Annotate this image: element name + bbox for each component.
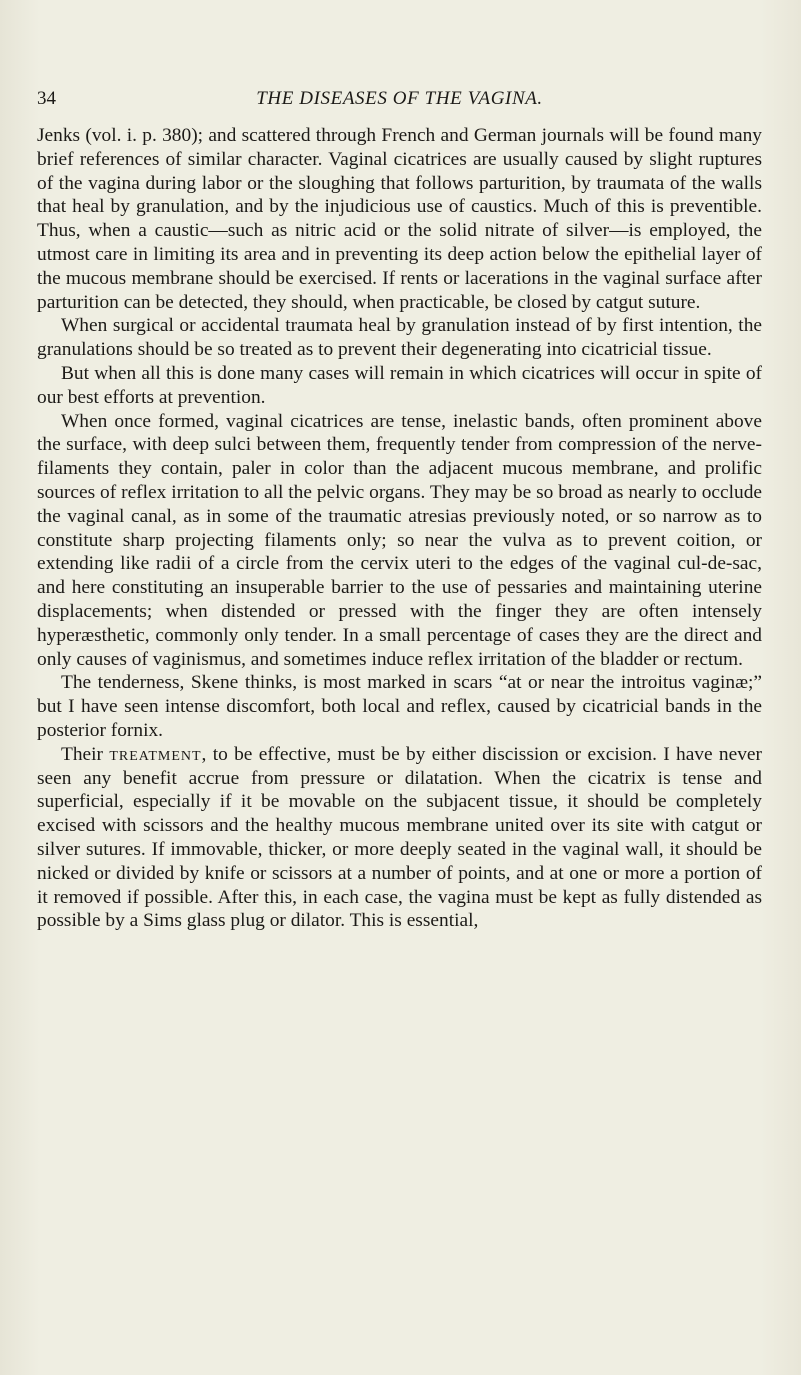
body-text xyxy=(37,124,762,933)
treatment-label: treatment xyxy=(109,743,202,765)
paragraph: When surgical or accidental traumata heal by granulation instead of by first intention, the granulations should be so treated as to prevent their degenerating into cicatricial tissue. xyxy=(37,315,762,361)
page-number: 34 xyxy=(37,88,56,109)
running-title: THE DISEASES OF THE VAGINA. xyxy=(256,88,543,109)
treatment-lead: Their xyxy=(61,743,103,765)
page-header xyxy=(37,88,762,114)
paragraph: Jenks (vol. i. p. 380); and scattered through French and German journals will be found many brief references of similar character. Vaginal cicatrices are usually caused by slight ruptures of the vagina during labor or the sloughing that follows parturition, by traumata of the walls that heal by granulation, and by the injudicious use of caustics. Much of this is preventible. Thus, when a caustic—such as nitric acid or the solid nitrate of silver—is employed, the utmost care in limiting its area and in preventing its deep action below the epithelial layer of the mucous membrane should be exercised. If rents or lacerations in the vaginal surface after parturition can be detected, they should, when practicable, be closed by catgut suture. xyxy=(37,125,762,313)
paragraph: But when all this is done many cases will remain in which cicatrices will occur in spite of our best efforts at prevention. xyxy=(37,362,762,408)
treatment-text: , to be effective, must be by either discission or excision. I have never seen any benefit accrue from pressure or dilatation. When the cicatrix is tense and superficial, especially if it be movable on the subjacent tissue, it should be completely excised with scissors and the healthy mucous membrane united over its site with catgut or silver sutures. If immovable, thicker, or more deeply seated in the vaginal wall, it should be nicked or divided by knife or scissors at a number of points, and at one or more a portion of it removed if possible. After this, in each case, the vagina must be kept as fully distended as possible by a Sims glass plug or dilator. This is essential, xyxy=(37,743,762,932)
paragraph: When once formed, vaginal cicatrices are tense, inelastic bands, often prominent above the surface, with deep sulci between them, frequently tender from compression of the nerve-filaments they contain, paler in color than the adjacent mucous membrane, and prolific sources of reflex irritation to all the pelvic organs. They may be so broad as nearly to occlude the vaginal canal, as in some of the traumatic atresias previously noted, or so narrow as to constitute sharp projecting filaments only; so near the vulva as to prevent coition, or extending like radii of a circle from the cervix uteri to the edges of the vaginal cul-de-sac, and here constituting an insuperable barrier to the use of pessaries and maintaining uterine displacements; when distended or pressed with the finger they are often intensely hyperæsthetic, commonly only tender. In a small percentage of cases they are the direct and only causes of vaginismus, and sometimes induce reflex irritation of the bladder or rectum. xyxy=(37,410,762,670)
treatment-paragraph xyxy=(37,743,762,933)
paragraph: The tenderness, Skene thinks, is most marked in scars “at or near the introitus vaginæ;” but I have seen intense discomfort, both local and reflex, caused by cicatricial bands in the posterior fornix. xyxy=(37,672,762,741)
